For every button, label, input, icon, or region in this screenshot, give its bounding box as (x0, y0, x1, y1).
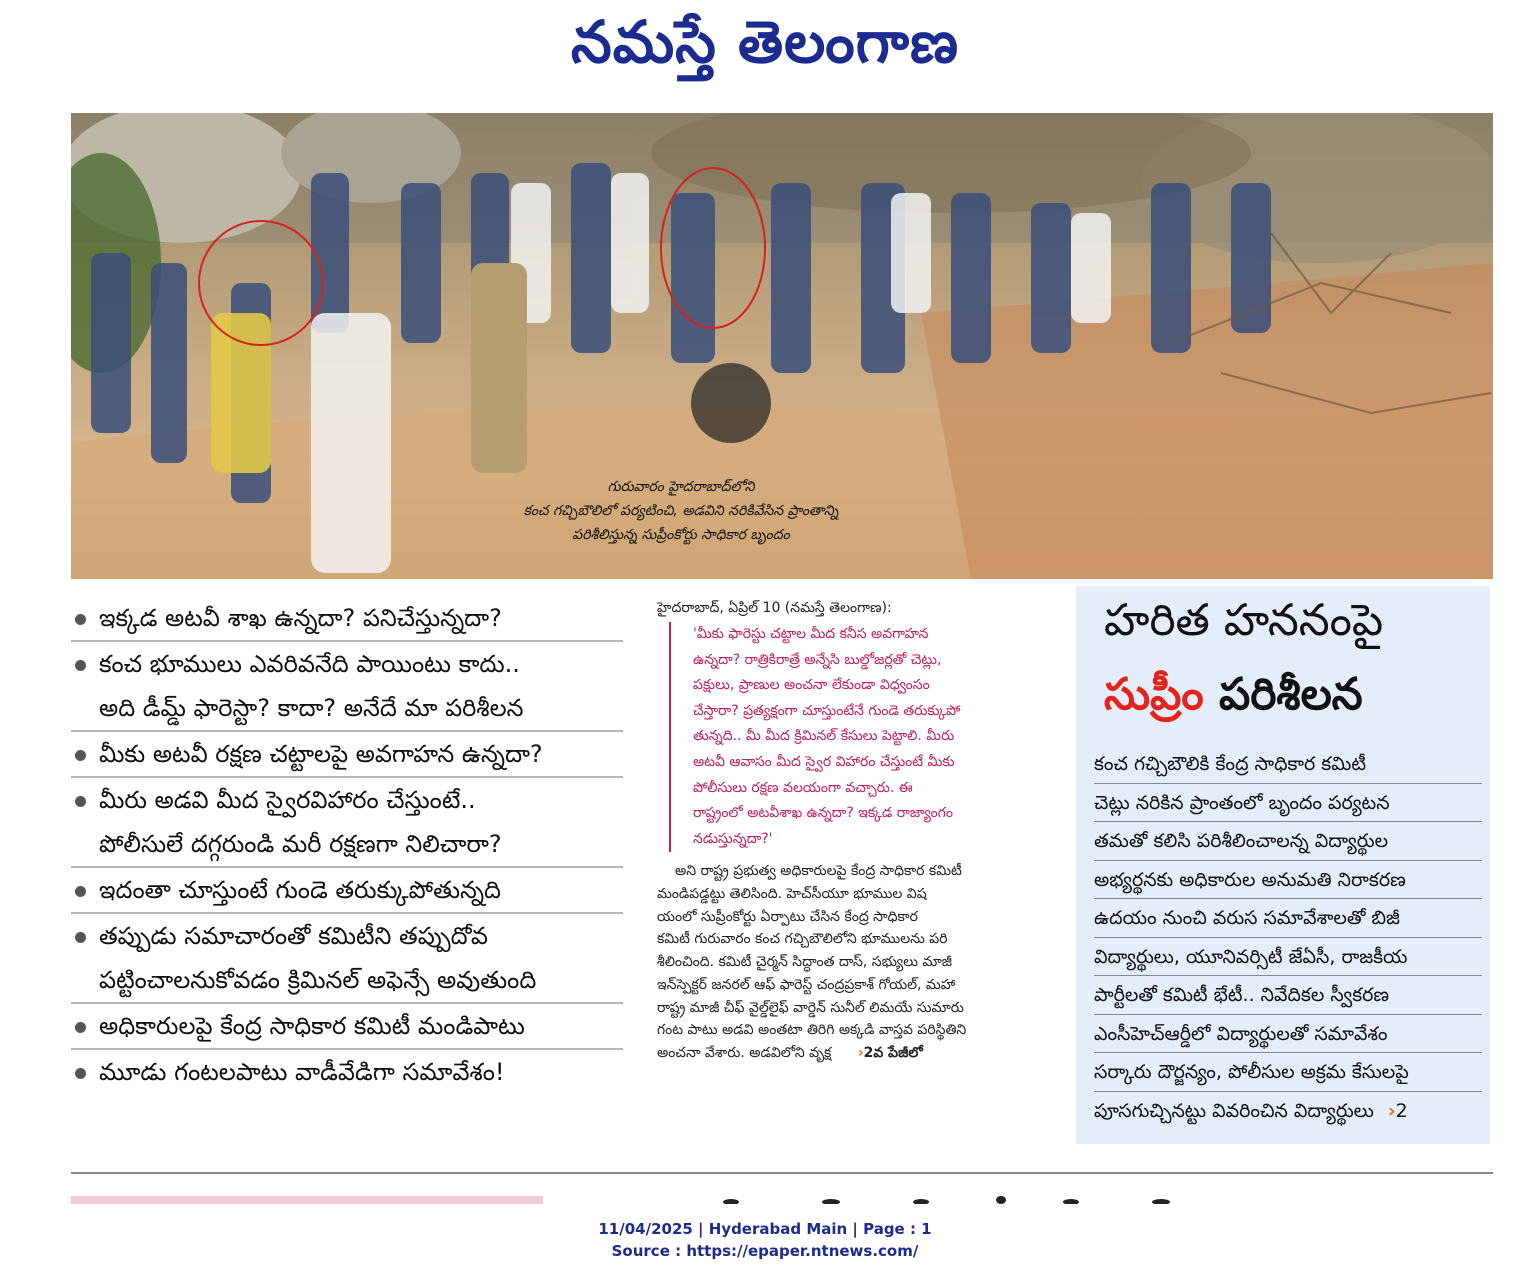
headline-rest: పరిశీలన (1203, 669, 1363, 720)
highlight-item (71, 642, 623, 732)
highlight-line: అధికారులపై కేంద్ర సాధికార కమిటీ మండిపాటు (99, 1012, 525, 1040)
highlight-item (71, 732, 623, 778)
highlight-line: ఇదంతా చూస్తుంటే గుండె తరుక్కుపోతున్నది (99, 876, 501, 904)
highlight-item (71, 1004, 623, 1050)
highlight-line: మీరు అడవి మీద స్వైరవిహారం చేస్తుంటే.. (99, 786, 476, 814)
caption-line: గురువారం హైదరాబాద్‌లోని (607, 479, 755, 495)
sidebar-point: పార్టీలతో కమిటీ భేటీ.. నివేదికల స్వీకరణ (1094, 977, 1482, 1015)
highlight-item (71, 778, 623, 868)
highlight-item (71, 1050, 623, 1094)
continue-link[interactable] (858, 1045, 923, 1061)
highlight-item (71, 596, 623, 642)
photo-caption (451, 475, 911, 547)
quote-line: నడుస్తున్నదా?' (693, 830, 773, 847)
continue-page: 2 (1395, 1099, 1408, 1122)
body-line: అని రాష్ట్ర ప్రభుత్వ అధికారులపై కేంద్ర సాధికార కమిటీ (675, 863, 962, 880)
sidebar-point: సర్కారు దౌర్జన్యం, పోలీసుల అక్రమ కేసులపై (1094, 1054, 1482, 1092)
quote-line: చేస్తారా? ప్రత్యక్షంగా చూస్తుంటేనే గుండె తరుక్కుపో (693, 702, 961, 719)
quote-line: 'మీకు ఫారెస్టు చట్టాల మీద కనీస అవగాహన (693, 626, 929, 642)
pull-quote (669, 622, 1055, 852)
continue-link[interactable] (1388, 1100, 1408, 1122)
sidebar-point: అభ్యర్థనకు అధికారుల అనుమతి నిరాకరణ (1094, 862, 1482, 900)
edition-info: 11/04/2025 | Hyderabad Main | Page : 1 (598, 1220, 932, 1238)
highlight-item (71, 914, 623, 1004)
body-line: యంలో సుప్రీంకోర్టు ఏర్పాటు చేసిన కేంద్ర సాధికార (657, 908, 918, 925)
chevron-right-icon: › (1387, 1099, 1396, 1122)
next-story-strip (71, 1196, 1493, 1204)
highlight-line: మూడు గంటలపాటు వాడీవేడిగా సమావేశం! (99, 1058, 505, 1086)
source-link[interactable]: Source : https://epaper.ntnews.com/ (611, 1242, 919, 1260)
sidebar-point: విద్యార్థులు, యూనివర్సిటీ జేఏసీ, రాజకీయ (1094, 939, 1482, 977)
sidebar-point: ఎంసీహెచ్‌ఆర్డీలో విద్యార్థులతో సమావేశం (1094, 1016, 1482, 1054)
sidebar-points (1094, 746, 1482, 1130)
newspaper-logo: నమస్తే తెలంగాణ (571, 8, 959, 76)
highlight-line: పోలీసులే దగ్గరుండి మరీ రక్షణగా నిలిచారా? (99, 830, 502, 858)
dateline: హైదరాబాద్, ఏప్రిల్ 10 (నమస్తే తెలంగాణ): (657, 600, 892, 616)
headline-highlight: సుప్రీం (1104, 669, 1204, 720)
body-line: మండిపడ్డట్టు తెలిసింది. హెచ్‌సీయూ భూముల విష (657, 886, 927, 903)
quote-line: అటవీ ఆవాసం మీద స్వైర విహారం చేస్తుంటే మీకు (693, 753, 955, 770)
sidebar-box (1076, 586, 1490, 1144)
clipped-headline-marks (711, 1196, 1271, 1204)
quote-line: తున్నది.. మీ మీద క్రిమినల్ కేసులు పెట్టాలి. మీరు (693, 728, 955, 745)
story-body (657, 860, 1055, 1064)
news-photo (71, 113, 1493, 579)
highlight-line: అది డీమ్డ్ ఫారెస్టా? కాదా? అనేదే మా పరిశీలన (99, 694, 524, 722)
sidebar-point: పూసగుచ్చినట్టు వివరించిన విద్యార్థులు (1094, 1099, 1374, 1122)
caption-line: కంచ గచ్చిబౌలిలో పర్యటించి, అడవిని నరికివేసిన ప్రాంతాన్ని (523, 503, 839, 519)
quote-line: ఉన్నదా? రాత్రికిరాత్రే అన్నేసి బుల్డోజర్లతో చెట్లు, (693, 651, 942, 668)
highlight-item (71, 868, 623, 914)
page-footer (0, 1218, 1530, 1262)
highlight-line: పట్టించాలనుకోవడం క్రిమినల్ అఫెన్సే అవుతుంది (99, 966, 537, 994)
sidebar-point: ఉదయం నుంచి వరుస సమావేశాలతో బిజీ (1094, 900, 1482, 938)
highlights-list (71, 596, 623, 1094)
caption-line: పరిశీలిస్తున్న సుప్రీంకోర్టు సాధికార బృందం (572, 527, 790, 543)
highlight-line: మీకు అటవీ రక్షణ చట్టాలపై అవగాహన ఉన్నదా? (99, 740, 543, 768)
highlight-line: కంచ భూములు ఎవరివనేది పాయింటు కాదు.. (99, 650, 520, 678)
sidebar-point: చెట్లు నరికిన ప్రాంతంలో బృందం పర్యటన (1094, 785, 1482, 823)
quote-line: పోలీసులు రక్షణ వలయంగా వచ్చారు. ఈ (693, 779, 913, 796)
page-divider (71, 1172, 1493, 1174)
body-line: ఇన్‌స్పెక్టర్ జనరల్ ఆఫ్ ఫారెస్ట్ చంద్రప్రకాశ్ గోయల్, మహా (657, 976, 956, 993)
highlight-line: ఇక్కడ అటవీ శాఖ ఉన్నదా? పనిచేస్తున్నదా? (99, 604, 502, 632)
body-line: గంట పాటు అడవి అంతటా తిరిగి అక్కడి వాస్తవ పరిస్థితిని (657, 1022, 967, 1039)
body-line: రాష్ట్ర మాజీ చీఫ్ వైల్డ్‌లైఫ్ వార్డెన్ సునీల్ లిమయే సుమారు (657, 999, 964, 1016)
body-line: అంచనా వేశారు. అడవిలోని వృక్ష (657, 1044, 832, 1061)
body-last-line-row (657, 1042, 1055, 1065)
quote-line: పక్షులు, ప్రాణుల అంచనా లేకుండా విధ్వంసం (693, 677, 930, 694)
sidebar-last-point-row (1094, 1093, 1482, 1130)
body-line: శీలించింది. కమిటీ చైర్మన్ సిద్ధాంత దాస్, సభ్యులు మాజీ (657, 954, 952, 971)
sidebar-headline-line2 (1104, 664, 1363, 726)
continue-label: 2వ పేజీలో (863, 1044, 923, 1061)
chevron-right-icon: › (857, 1044, 864, 1061)
pink-banner (71, 1196, 543, 1204)
sidebar-point: తమతో కలిసి పరిశీలించాలన్న విద్యార్థుల (1094, 823, 1482, 861)
highlight-line: తప్పుడు సమాచారంతో కమిటీని తప్పుదోవ (99, 922, 488, 950)
sidebar-headline-line1: హరిత హననంపై (1104, 595, 1384, 646)
masthead (0, 0, 1530, 110)
body-line: కమిటీ గురువారం కంచ గచ్చిబౌలిలోని భూములను పరి (657, 931, 948, 948)
quote-line: రాష్ట్రంలో అటవీశాఖ ఉన్నదా? ఇక్కడ రాజ్యాంగం (693, 805, 953, 822)
sidebar-point: కంచ గచ్చిబౌలికి కేంద్ర సాధికార కమిటీ (1094, 746, 1482, 784)
main-story (657, 596, 1055, 1065)
